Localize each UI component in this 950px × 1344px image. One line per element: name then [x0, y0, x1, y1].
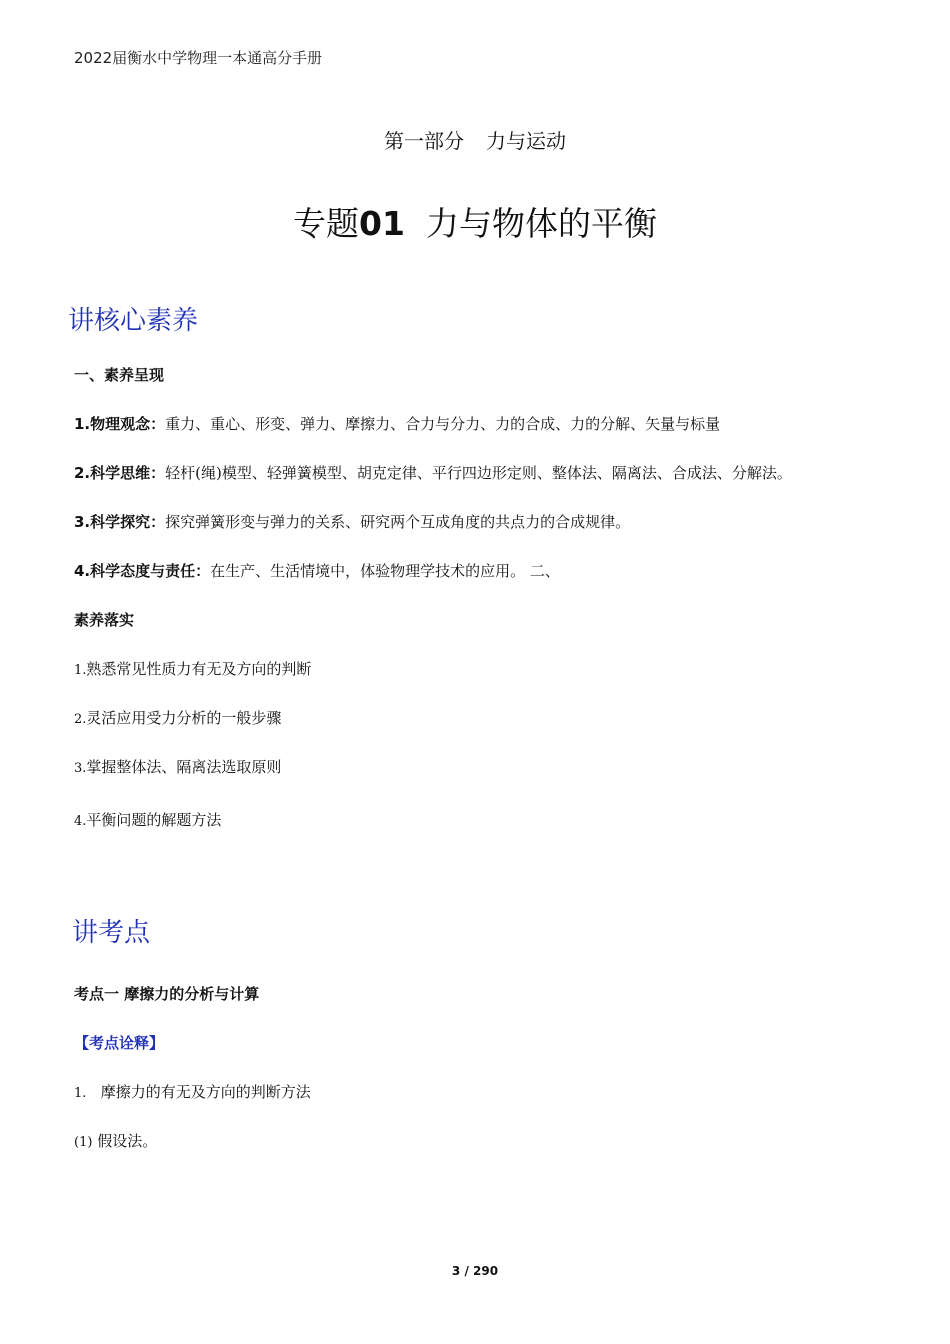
item-text: 假设法。: [97, 1132, 158, 1150]
item-text: 熟悉常见性质力有无及方向的判断: [86, 660, 312, 678]
implementation-item: [74, 707, 281, 728]
literacy-heading: 一、素养呈现: [74, 366, 165, 384]
literacy-item: [74, 413, 720, 434]
literacy-item: [74, 511, 630, 532]
literacy-item-text: 在生产、生活情境中，体验物理学技术的应用。 二、: [210, 562, 560, 580]
exam-point-heading: 考点一 摩擦力的分析与计算: [74, 985, 260, 1003]
item-text: 掌握整体法、隔离法选取原则: [86, 758, 282, 776]
section-heading-core-literacy: 讲核心素养: [68, 306, 199, 336]
item-index: 4.: [74, 814, 87, 829]
item-index: 3.: [74, 761, 87, 776]
item-text: 平衡问题的解题方法: [86, 811, 222, 829]
document-header: 2022届衡水中学物理一本通高分手册: [74, 49, 323, 67]
literacy-item-text: 探究弹簧形变与弹力的关系、研究两个互成角度的共点力的合成规律。: [165, 513, 631, 531]
part-subject: 力与运动: [486, 129, 566, 153]
implementation-item: [74, 809, 221, 830]
item-index: 2.: [74, 712, 87, 727]
exam-subitem: [74, 1130, 157, 1151]
implementation-item: [74, 658, 311, 679]
literacy-item-label: 3.科学探究：: [74, 513, 166, 531]
literacy-item: [74, 560, 560, 581]
exam-subitem: [74, 1081, 311, 1102]
implementation-item: [74, 756, 281, 777]
topic-number: 01: [359, 204, 405, 243]
item-text: 灵活应用受力分析的一般步骤: [86, 709, 282, 727]
implementation-heading: 素养落实: [74, 611, 135, 629]
literacy-item-label: 2.科学思维：: [74, 464, 166, 482]
literacy-item-label: 1.物理观念：: [74, 415, 166, 433]
topic-text: 力与物体的平衡: [425, 204, 657, 243]
literacy-item-label: 4.科学态度与责任：: [74, 562, 211, 580]
item-text: 摩擦力的有无及方向的判断方法: [100, 1083, 311, 1101]
explain-label: 【考点诠释】: [74, 1034, 165, 1052]
literacy-item-text: 重力、重心、形变、弹力、摩擦力、合力与分力、力的合成、力的分解、矢量与标量: [165, 415, 721, 433]
item-index: 1.: [74, 1086, 87, 1101]
section-heading-exam-points: 讲考点: [72, 918, 151, 948]
literacy-item-text: 轻杆(绳)模型、轻弹簧模型、胡克定律、平行四边形定则、整体法、隔离法、合成法、分解法。: [165, 464, 792, 482]
item-index: 1.: [74, 663, 87, 678]
item-index: (1): [74, 1135, 93, 1150]
part-title: [0, 125, 950, 154]
topic-prefix: 专题: [293, 204, 360, 243]
topic-title: [0, 198, 950, 245]
literacy-item: [74, 462, 792, 483]
part-label: 第一部分: [384, 129, 464, 153]
page-number: 3 / 290: [451, 1264, 499, 1278]
